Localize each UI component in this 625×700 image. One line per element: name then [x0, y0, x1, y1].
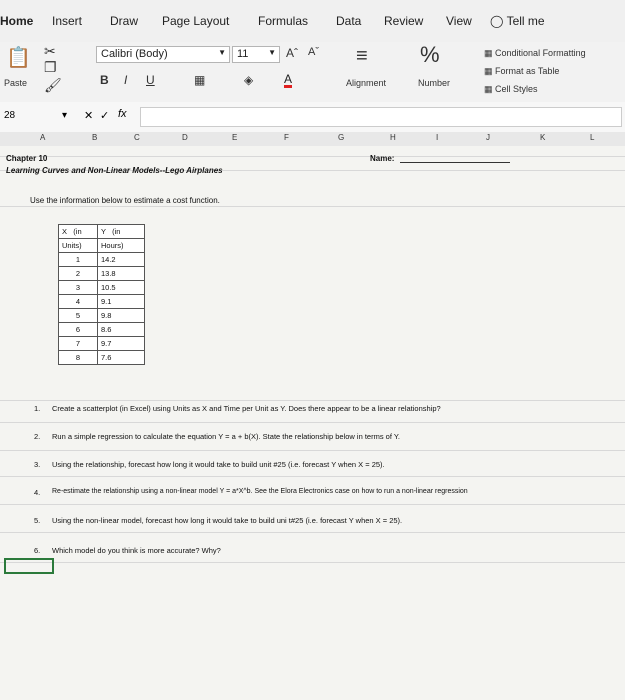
- gridline: [0, 532, 625, 533]
- chevron-down-icon: ▼: [218, 48, 226, 57]
- insert-function-icon[interactable]: fx: [118, 108, 127, 120]
- table-cell[interactable]: 4: [59, 295, 98, 309]
- table-cell[interactable]: 8: [59, 351, 98, 365]
- tab-insert[interactable]: Insert: [52, 14, 83, 28]
- table-header-cell[interactable]: [59, 225, 98, 239]
- column-header[interactable]: L: [590, 133, 595, 142]
- paste-label: Paste: [4, 78, 28, 88]
- table-cell[interactable]: 5: [59, 309, 98, 323]
- column-header[interactable]: G: [338, 133, 345, 142]
- formula-input[interactable]: [140, 107, 622, 127]
- column-header[interactable]: F: [284, 133, 289, 142]
- format-as-table-button[interactable]: [484, 66, 559, 77]
- table-cell[interactable]: 7.6: [98, 351, 145, 365]
- header-y-unit-open: (in: [112, 227, 121, 236]
- table-cell[interactable]: 7: [59, 337, 98, 351]
- underline-button[interactable]: U: [146, 73, 155, 87]
- header-y: Y: [101, 227, 106, 236]
- question-number: 6.: [34, 546, 41, 555]
- gridline: [0, 476, 625, 477]
- table-cell[interactable]: 3: [59, 281, 98, 295]
- copy-icon[interactable]: ❐: [44, 59, 57, 75]
- table-row: [59, 351, 145, 365]
- gridline: [0, 156, 625, 157]
- question-text: Using the relationship, forecast how long it would take to build unit #25 (i.e. forecast Y when X = 25).: [52, 460, 385, 469]
- number-label: Number: [418, 78, 451, 88]
- name-box[interactable]: 28: [4, 110, 16, 121]
- column-header[interactable]: J: [486, 133, 490, 142]
- grow-font-button[interactable]: Aˆ: [286, 46, 298, 60]
- gridline: [0, 450, 625, 451]
- table-row: [59, 281, 145, 295]
- tab-review[interactable]: Review: [384, 14, 424, 28]
- table-row: [59, 267, 145, 281]
- number-format-icon[interactable]: %: [420, 42, 440, 67]
- cut-icon[interactable]: ✂: [44, 43, 56, 59]
- question-number: 1.: [34, 404, 41, 413]
- format-as-table-label: Format as Table: [495, 66, 560, 76]
- gridline: [0, 422, 625, 423]
- font-name-value: Calibri (Body): [101, 48, 168, 60]
- column-header[interactable]: H: [390, 133, 396, 142]
- question-text: Re-estimate the relationship using a non-linear model Y = a*X^b. See the Elora Electronics case on how to run a non-linear regression: [52, 488, 468, 495]
- question-text: Using the non-linear model, forecast how long it would take to build uni t#25 (i.e. forecast Y when X = 25).: [52, 516, 403, 525]
- table-icon: ▦: [484, 66, 493, 76]
- table-cell[interactable]: 1: [59, 253, 98, 267]
- table-cell[interactable]: 9.8: [98, 309, 145, 323]
- question-text: Run a simple regression to calculate the equation Y = a + b(X). State the relationship below in terms of Y.: [52, 432, 400, 441]
- question-number: 2.: [34, 432, 41, 441]
- column-header[interactable]: B: [92, 133, 98, 142]
- column-header[interactable]: C: [134, 133, 140, 142]
- lightbulb-icon: ◯: [490, 14, 504, 28]
- worksheet-grid[interactable]: [0, 146, 625, 700]
- table-header-row: [59, 225, 145, 239]
- alignment-icon[interactable]: ≡: [356, 45, 368, 67]
- font-name-select[interactable]: [96, 46, 230, 63]
- table-header-row: [59, 239, 145, 253]
- table-row: [59, 323, 145, 337]
- sheet-subtitle: Learning Curves and Non-Linear Models--Lego Airplanes: [6, 166, 223, 175]
- question-number: 3.: [34, 460, 41, 469]
- tell-me-search[interactable]: [490, 14, 545, 28]
- table-cell[interactable]: 13.8: [98, 267, 145, 281]
- table-cell[interactable]: 6: [59, 323, 98, 337]
- column-header[interactable]: E: [232, 133, 238, 142]
- data-table: [58, 224, 145, 365]
- fill-color-icon[interactable]: ◈: [244, 73, 254, 87]
- font-size-value: 11: [237, 48, 249, 60]
- tab-view[interactable]: View: [446, 14, 472, 28]
- table-header-cell[interactable]: [98, 225, 145, 239]
- chevron-down-icon: ▼: [268, 48, 276, 57]
- table-cell[interactable]: 14.2: [98, 253, 145, 267]
- question-text: Create a scatterplot (in Excel) using Units as X and Time per Unit as Y. Does there appear to be a linear relationship?: [52, 404, 441, 413]
- format-painter-icon[interactable]: 🖌: [44, 77, 62, 93]
- column-header[interactable]: A: [40, 133, 46, 142]
- table-cell[interactable]: 2: [59, 267, 98, 281]
- tab-draw[interactable]: Draw: [110, 14, 139, 28]
- gridline: [0, 504, 625, 505]
- gridline: [0, 206, 625, 207]
- bold-button[interactable]: B: [100, 73, 109, 87]
- cell-styles-icon: ▦: [484, 84, 493, 94]
- table-cell[interactable]: 8.6: [98, 323, 145, 337]
- instruction-text: Use the information below to estimate a cost function.: [30, 196, 220, 205]
- table-cell[interactable]: 9.1: [98, 295, 145, 309]
- table-row: [59, 309, 145, 323]
- column-header[interactable]: D: [182, 133, 188, 142]
- name-entry-line[interactable]: [400, 162, 510, 163]
- question-number: 4.: [34, 488, 41, 497]
- conditional-formatting-label: Conditional Formatting: [495, 48, 586, 58]
- table-cell[interactable]: 10.5: [98, 281, 145, 295]
- chapter-title: Chapter 10: [6, 154, 48, 163]
- cell-styles-label: Cell Styles: [495, 84, 538, 94]
- question-number: 5.: [34, 516, 41, 525]
- enter-icon[interactable]: ✓: [100, 110, 110, 122]
- shrink-font-button[interactable]: Aˇ: [308, 46, 319, 58]
- font-color-icon[interactable]: A: [284, 72, 293, 86]
- table-row: [59, 337, 145, 351]
- header-x-unit-open: (in: [73, 227, 82, 236]
- paste-icon[interactable]: 📋: [6, 47, 31, 69]
- tell-me-label: Tell me: [506, 14, 545, 28]
- ribbon: [0, 42, 625, 103]
- cell-styles-button[interactable]: [484, 84, 538, 95]
- formula-bar: [0, 102, 625, 133]
- selected-cell[interactable]: [4, 558, 54, 574]
- ribbon-tab-bar: [0, 0, 625, 43]
- borders-icon[interactable]: ▦: [194, 73, 206, 87]
- alignment-label: Alignment: [346, 78, 387, 88]
- tab-home[interactable]: Home: [0, 14, 34, 28]
- gridline: [0, 400, 625, 401]
- name-box-dropdown-icon[interactable]: ▾: [62, 110, 68, 121]
- tab-formulas[interactable]: Formulas: [258, 14, 309, 28]
- column-header[interactable]: K: [540, 133, 546, 142]
- table-header-cell[interactable]: Hours): [98, 239, 145, 253]
- italic-button[interactable]: I: [124, 73, 128, 87]
- gridline: [0, 562, 625, 563]
- conditional-formatting-icon: ▦: [484, 48, 493, 58]
- column-headers: [0, 132, 625, 147]
- cancel-icon[interactable]: ✕: [84, 110, 94, 122]
- column-header[interactable]: I: [436, 133, 439, 142]
- question-text: Which model do you think is more accurate? Why?: [52, 546, 221, 555]
- table-row: [59, 295, 145, 309]
- header-x: X: [62, 227, 68, 236]
- name-label: Name:: [370, 154, 395, 163]
- table-row: [59, 253, 145, 267]
- table-header-cell[interactable]: Units): [59, 239, 98, 253]
- tab-data[interactable]: Data: [336, 14, 362, 28]
- conditional-formatting-button[interactable]: [484, 48, 586, 59]
- table-cell[interactable]: 9.7: [98, 337, 145, 351]
- font-size-select[interactable]: [232, 46, 280, 63]
- tab-page-layout[interactable]: Page Layout: [162, 14, 230, 28]
